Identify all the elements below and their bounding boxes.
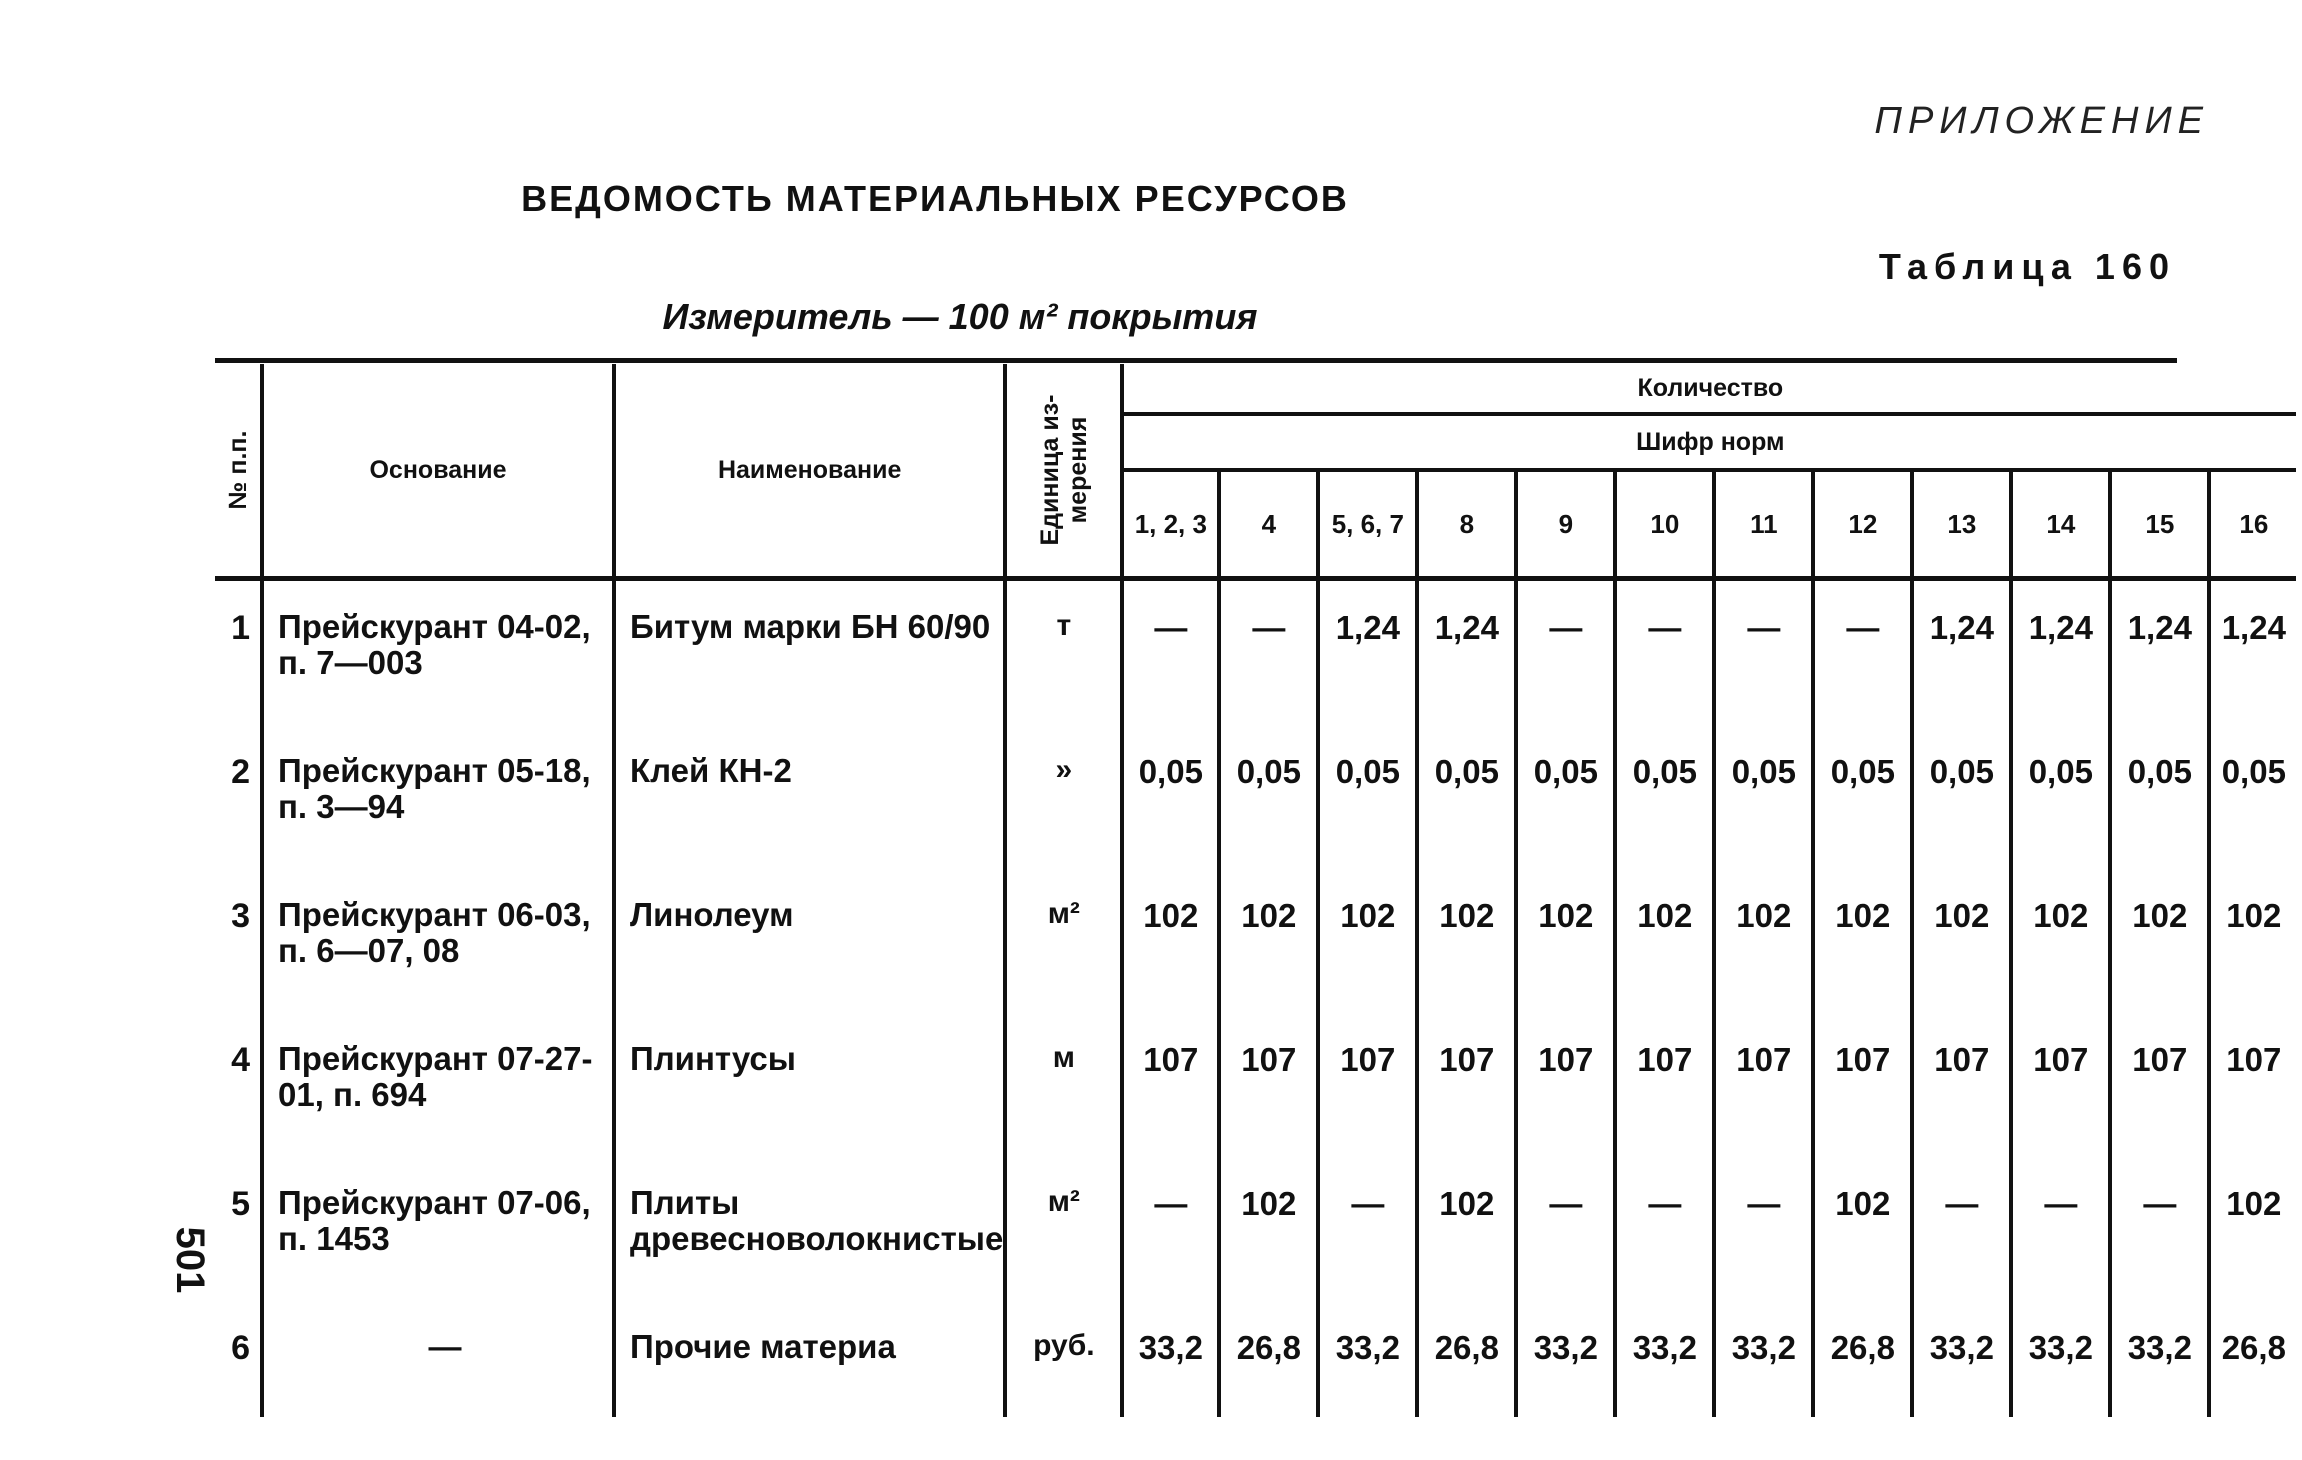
row-basis: Прейскурант 07-27-01, п. 694 [262, 1013, 614, 1157]
row-value: 102 [2209, 869, 2296, 1013]
norm-code-header: 10 [1615, 470, 1714, 579]
row-value: — [1122, 579, 1219, 726]
row-name: Плинтусы [614, 1013, 1005, 1157]
row-value: 107 [1615, 1013, 1714, 1157]
row-name: Линолеум [614, 869, 1005, 1013]
row-value: — [1219, 579, 1318, 726]
row-value: 1,24 [2209, 579, 2296, 726]
table-row [215, 869, 2296, 1013]
header-quantity: Количество [1122, 364, 2296, 414]
row-unit: м² [1005, 1157, 1122, 1301]
row-basis: Прейскурант 04-02, п. 7—003 [262, 579, 614, 726]
row-number: 2 [231, 753, 250, 791]
row-basis: Прейскурант 07-06, п. 1453 [262, 1157, 614, 1301]
row-value: 33,2 [1912, 1301, 2011, 1417]
row-value: 0,05 [2110, 725, 2209, 869]
row-value: 107 [1318, 1013, 1417, 1157]
row-value: 102 [1813, 1157, 1912, 1301]
header-unit-line1: Единица из- [1035, 394, 1064, 546]
row-value: 1,24 [2110, 579, 2209, 726]
row-value: 102 [1714, 869, 1813, 1013]
row-value: — [1813, 579, 1912, 726]
row-value: 0,05 [1417, 725, 1516, 869]
row-value: — [1516, 1157, 1615, 1301]
row-value: — [1318, 1157, 1417, 1301]
norm-code-header: 13 [1912, 470, 2011, 579]
row-number: 3 [231, 897, 250, 935]
norm-code-header: 12 [1813, 470, 1912, 579]
row-value: 26,8 [1219, 1301, 1318, 1417]
header-unit-line2: мерения [1063, 416, 1092, 524]
table-row [215, 1157, 2296, 1301]
resources-table [215, 364, 2296, 1417]
row-value: 102 [1813, 869, 1912, 1013]
row-value: 107 [1417, 1013, 1516, 1157]
header-num [215, 364, 262, 579]
row-unit: » [1005, 725, 1122, 869]
norm-code-header: 1, 2, 3 [1122, 470, 1219, 579]
row-name: Прочие материа [614, 1301, 1005, 1417]
row-value: 0,05 [1219, 725, 1318, 869]
row-value: — [1516, 579, 1615, 726]
row-value: 102 [1318, 869, 1417, 1013]
header-num-label: № п.п. [223, 430, 252, 510]
row-unit: руб. [1005, 1301, 1122, 1417]
row-value: 102 [1219, 1157, 1318, 1301]
header-norm-codes: Шифр норм [1122, 414, 2296, 470]
row-value: 0,05 [1813, 725, 1912, 869]
row-value: 33,2 [1122, 1301, 1219, 1417]
row-value: 33,2 [1318, 1301, 1417, 1417]
row-value: 107 [2011, 1013, 2110, 1157]
row-value: 1,24 [2011, 579, 2110, 726]
row-number: 5 [231, 1185, 250, 1223]
row-name: Плиты древесноволокнистые [614, 1157, 1005, 1301]
row-value: 107 [2209, 1013, 2296, 1157]
row-value: 0,05 [1122, 725, 1219, 869]
table-top-rule [215, 358, 2177, 363]
row-value: 102 [1417, 1157, 1516, 1301]
norm-code-header: 11 [1714, 470, 1813, 579]
norm-code-header: 9 [1516, 470, 1615, 579]
row-name: Битум марки БН 60/90 [614, 579, 1005, 726]
norm-code-header: 5, 6, 7 [1318, 470, 1417, 579]
row-name: Клей КН-2 [614, 725, 1005, 869]
row-value: 102 [1516, 869, 1615, 1013]
row-unit: м² [1005, 869, 1122, 1013]
row-value: 33,2 [2011, 1301, 2110, 1417]
row-unit: т [1005, 579, 1122, 726]
table-row [215, 725, 2296, 869]
table-row [215, 1013, 2296, 1157]
row-value: 102 [1122, 869, 1219, 1013]
row-basis: Прейскурант 05-18, п. 3—94 [262, 725, 614, 869]
row-value: 102 [1219, 869, 1318, 1013]
row-value: — [1912, 1157, 2011, 1301]
row-value: 1,24 [1417, 579, 1516, 726]
table-number: Таблица 160 [1878, 246, 2176, 287]
row-value: 102 [2011, 869, 2110, 1013]
row-number: 1 [231, 609, 250, 647]
row-value: 102 [1615, 869, 1714, 1013]
row-value: 33,2 [1714, 1301, 1813, 1417]
page-number: 501 [168, 1226, 212, 1294]
row-value: 0,05 [1318, 725, 1417, 869]
row-value: 33,2 [2110, 1301, 2209, 1417]
row-basis: — [262, 1301, 614, 1417]
norm-code-header: 16 [2209, 470, 2296, 579]
row-number: 4 [231, 1041, 250, 1079]
row-value: 26,8 [1417, 1301, 1516, 1417]
row-value: 107 [1122, 1013, 1219, 1157]
row-number: 6 [231, 1329, 250, 1367]
row-value: 0,05 [1516, 725, 1615, 869]
table-row [215, 579, 2296, 726]
norm-code-header: 8 [1417, 470, 1516, 579]
measure-unit: Измеритель — 100 м² покрытия [662, 296, 1258, 337]
row-value: 0,05 [1615, 725, 1714, 869]
table-row [215, 1301, 2296, 1417]
row-value: 102 [2209, 1157, 2296, 1301]
row-value: 102 [1417, 869, 1516, 1013]
row-value: — [1714, 579, 1813, 726]
row-value: 0,05 [2209, 725, 2296, 869]
norm-code-header: 15 [2110, 470, 2209, 579]
row-unit: м [1005, 1013, 1122, 1157]
row-value: 107 [1219, 1013, 1318, 1157]
row-value: — [1615, 1157, 1714, 1301]
row-value: 26,8 [1813, 1301, 1912, 1417]
row-value: 26,8 [2209, 1301, 2296, 1417]
row-value: — [2110, 1157, 2209, 1301]
row-value: — [1615, 579, 1714, 726]
document-title: ВЕДОМОСТЬ МАТЕРИАЛЬНЫХ РЕСУРСОВ [521, 178, 1349, 219]
row-value: 0,05 [1714, 725, 1813, 869]
row-value: — [2011, 1157, 2110, 1301]
row-value: 33,2 [1516, 1301, 1615, 1417]
row-value: 102 [1912, 869, 2011, 1013]
header-name: Наименование [614, 364, 1005, 579]
row-value: 107 [1912, 1013, 2011, 1157]
row-value: — [1122, 1157, 1219, 1301]
row-value: 107 [1714, 1013, 1813, 1157]
row-value: 1,24 [1318, 579, 1417, 726]
row-value: 107 [1516, 1013, 1615, 1157]
row-value: 107 [2110, 1013, 2209, 1157]
header-basis: Основание [262, 364, 614, 579]
row-value: — [1714, 1157, 1813, 1301]
norm-code-header: 4 [1219, 470, 1318, 579]
row-value: 1,24 [1912, 579, 2011, 726]
row-value: 33,2 [1615, 1301, 1714, 1417]
header-unit [1005, 364, 1122, 579]
norm-code-header: 14 [2011, 470, 2110, 579]
row-value: 107 [1813, 1013, 1912, 1157]
appendix-label: ПРИЛОЖЕНИЕ [1874, 100, 2209, 142]
row-value: 0,05 [1912, 725, 2011, 869]
row-basis: Прейскурант 06-03, п. 6—07, 08 [262, 869, 614, 1013]
row-value: 102 [2110, 869, 2209, 1013]
row-value: 0,05 [2011, 725, 2110, 869]
